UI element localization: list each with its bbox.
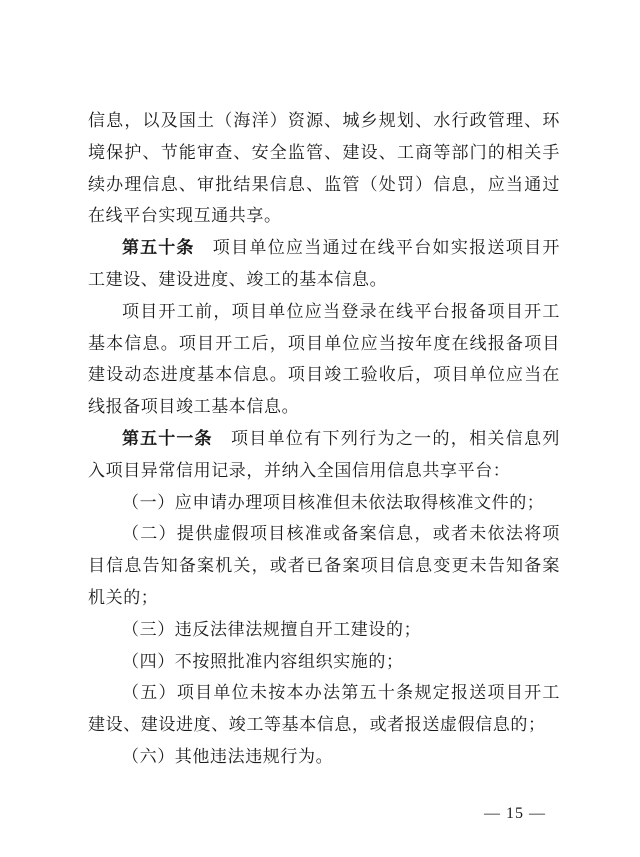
article-51-number: 第五十一条 [122,428,213,449]
list-item-3: （三）违反法律法规擅自开工建设的； [122,619,422,640]
paragraph-continuation: 信息，以及国土（海洋）资源、城乡规划、水行政管理、环境保护、节能审查、安全监管、建设、工商等部门的相关手续办理信息、审批结果信息、监管（处罚）信息，应当通过在线平台实现互通共享。 [88,111,560,227]
list-item-1: （一）应申请办理项目核准但未依法取得核准文件的； [122,492,545,513]
list-item-5: （五）项目单位未按本办法第五十条规定报送项目开工建设、建设进度、竣工等基本信息，或者报送虚假信息的； [88,683,560,736]
article-51-paragraph [88,424,560,488]
article-50-text: 项目单位应当通过在线平台如实报送项目开工建设、建设进度、竣工的基本信息。 [88,238,560,290]
page-number: — 15 — [484,805,546,822]
list-item-6: （六）其他违法违规行为。 [122,746,334,767]
list-item-4: （四）不按照批准内容组织实施的； [122,651,404,672]
article-50-number: 第五十条 [122,238,195,259]
list-item-2: （二）提供虚假项目核准或备案信息，或者未依法将项目信息告知备案机关，或者已备案项目信息变更未告知备案机关的； [88,524,560,608]
article-50-body-paragraph: 项目开工前，项目单位应当登录在线平台报备项目开工基本信息。项目开工后，项目单位应当按年度在线报备项目建设动态进度基本信息。项目竣工验收后，项目单位应当在线报备项目竣工基本信息。 [88,301,560,418]
document-body [88,106,560,774]
article-50-paragraph [88,233,560,297]
article-51-text: 项目单位有下列行为之一的，相关信息列入项目异常信用记录，并纳入全国信用信息共享平台： [88,428,560,481]
